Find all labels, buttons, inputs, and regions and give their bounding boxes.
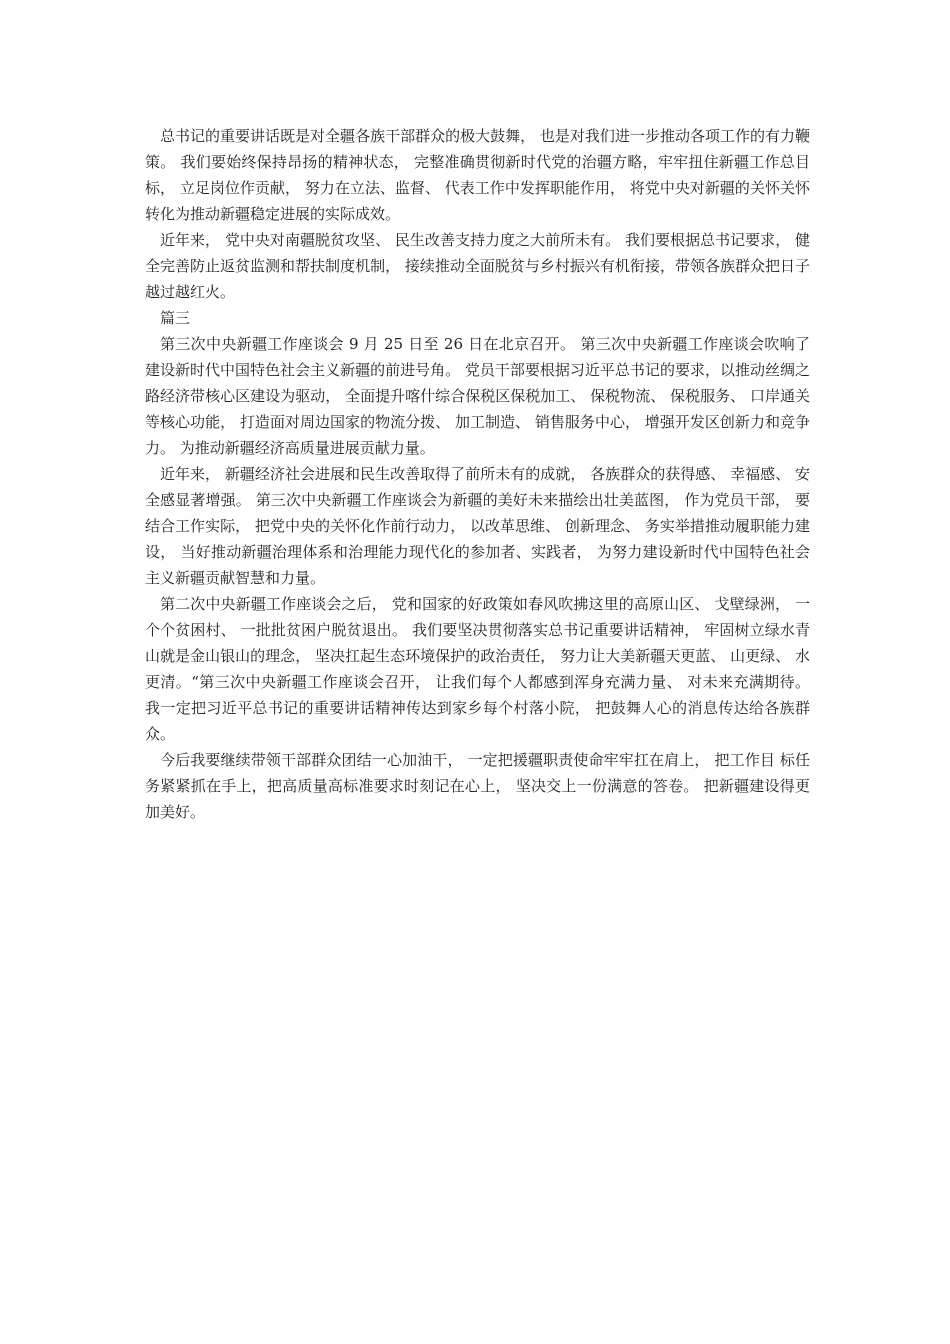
section-heading: 篇三 bbox=[160, 309, 191, 327]
paragraph: 近年来， 党中央对南疆脱贫攻坚、 民生改善支持力度之大前所未有。 我们要根据总书记要求， 健全完善防止返贫监测和帮扶制度机制， 接续推动全面脱贫与乡村振兴有机衔接，带领各族群众把日子越过越红火。 bbox=[145, 231, 810, 301]
paragraph: 今后我要继续带领干部群众团结一心加油干， 一定把援疆职责使命牢牢扛在肩上， 把工作目 标任务紧紧抓在手上，把高质量高标准要求时刻记在心上， 坚决交上一份满意的答卷。 把新疆建设得更加美好。 bbox=[145, 751, 810, 821]
paragraph: 近年来， 新疆经济社会进展和民生改善取得了前所未有的成就， 各族群众的获得感、 幸福感、 安全感显著增强。 第三次中央新疆工作座谈会为新疆的美好未来描绘出壮美蓝图， 作为党员干部， 要结合工作实际， 把党中央的关怀化作前行动力， 以改革思维、 创新理念、 务实举措推动履职能力建设， 当好推动新疆治理体系和治理能力现代化的参加者、实践者， 为努力建设新时代中国特色社会主义新疆贡献智慧和力量。 bbox=[145, 465, 810, 587]
document-body bbox=[145, 123, 810, 825]
paragraph: 总书记的重要讲话既是对全疆各族干部群众的极大鼓舞， 也是对我们进一步推动各项工作的有力鞭策。 我们要始终保持昂扬的精神状态， 完整准确贯彻新时代党的治疆方略，牢牢扭住新疆工作总目 标， 立足岗位作贡献， 努力在立法、监督、 代表工作中发挥职能作用， 将党中央对新疆的关怀关怀转化为推动新疆稳定进展的实际成效。 bbox=[145, 127, 810, 223]
paragraph: 第三次中央新疆工作座谈会 9 月 25 日至 26 日在北京召开。 第三次中央新疆工作座谈会吹响了建设新时代中国特色社会主义新疆的前进号角。 党员干部要根据习近平总书记的要求，以推动丝绸之路经济带核心区建设为驱动， 全面提升喀什综合保税区保税加工、 保税物流、 保税服务、 口岸通关等核心功能， 打造面对周边国家的物流分拨、 加工制造、 销售服务中心， 增强开发区创新力和竞争力。 为推动新疆经济高质量进展贡献力量。 bbox=[145, 335, 810, 457]
paragraph: 第二次中央新疆工作座谈会之后， 党和国家的好政策如春风吹拂这里的高原山区、 戈壁绿洲， 一个个贫困村、 一批批贫困户脱贫退出。 我们要坚决贯彻落实总书记重要讲话精神， 牢固树立绿水青山就是金山银山的理念， 坚决扛起生态环境保护的政治责任， 努力让大美新疆天更蓝、 山更绿、 水更清。“第三次中央新疆工作座谈会召开， 让我们每个人都感到浑身充满力量、 对未来充满期待。 我一定把习近平总书记的重要讲话精神传达到家乡每个村落小院， 把鼓舞人心的消息传达给各族群众。 bbox=[145, 595, 810, 743]
